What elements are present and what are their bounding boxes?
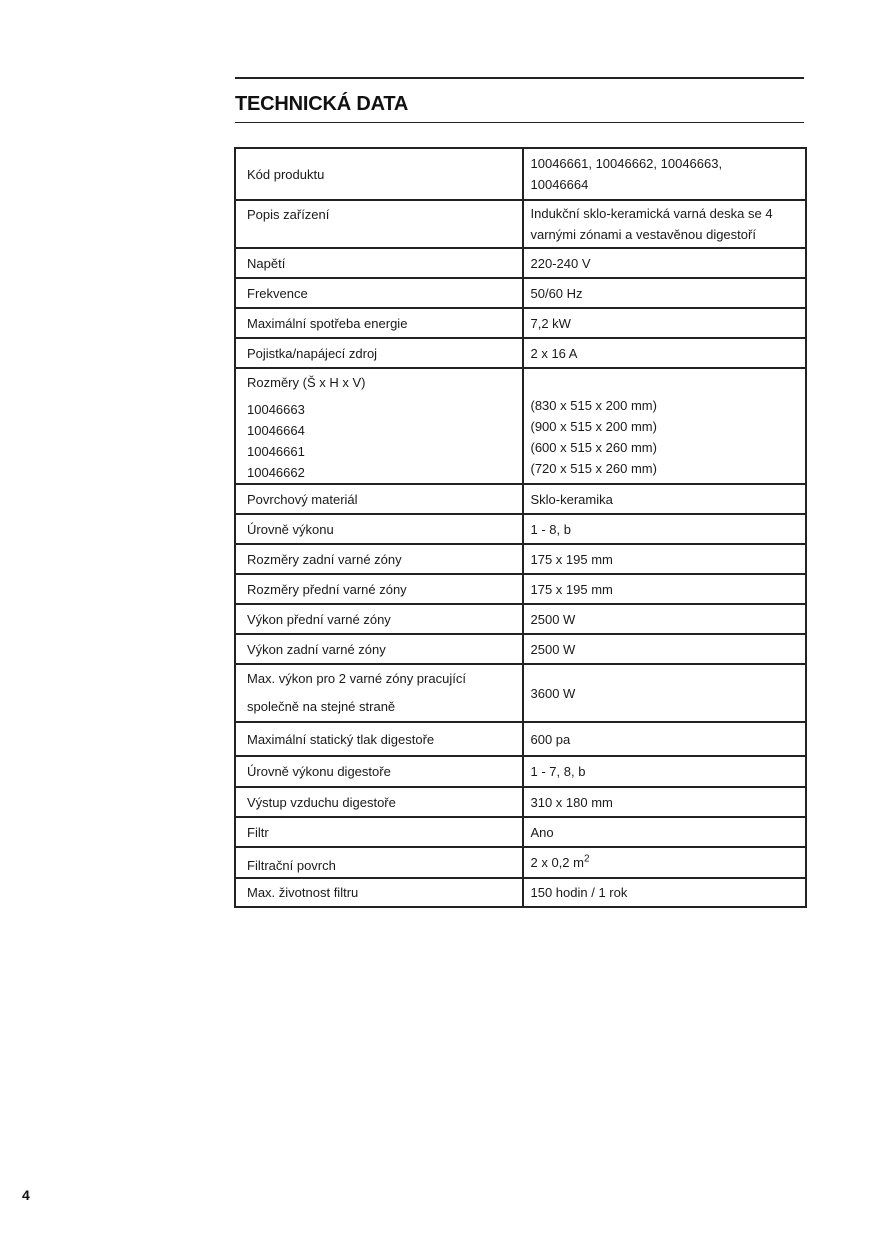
row-value: Ano (523, 817, 807, 847)
row-value: 175 x 195 mm (523, 544, 807, 574)
row-value-line: 10046661, 10046662, 10046663, (530, 156, 723, 171)
row-label: Úrovně výkonu digestoře (235, 756, 523, 787)
table-row (235, 338, 806, 368)
row-value (523, 847, 807, 878)
top-rule (235, 77, 804, 79)
model-number: 10046661 (247, 444, 305, 459)
table-row (235, 308, 806, 338)
model-number: 10046663 (247, 402, 305, 417)
dimensions-label: Rozměry (Š x H x V) (247, 375, 366, 390)
table-row (235, 484, 806, 514)
row-label (235, 368, 523, 484)
row-value: 150 hodin / 1 rok (523, 878, 807, 907)
row-label: Frekvence (235, 278, 523, 308)
row-value: 50/60 Hz (523, 278, 807, 308)
table-row (235, 248, 806, 278)
row-value: 220-240 V (523, 248, 807, 278)
row-label: Pojistka/napájecí zdroj (235, 338, 523, 368)
dimension-value: (830 x 515 x 200 mm) (530, 398, 657, 413)
row-value: Sklo-keramika (523, 484, 807, 514)
row-value: 7,2 kW (523, 308, 807, 338)
row-label: Filtr (235, 817, 523, 847)
model-number: 10046662 (247, 465, 305, 480)
table-row (235, 148, 806, 200)
row-label: Rozměry zadní varné zóny (235, 544, 523, 574)
row-label-line: společně na stejné straně (247, 699, 396, 714)
table-row (235, 787, 806, 817)
row-value: 175 x 195 mm (523, 574, 807, 604)
row-label: Výstup vzduchu digestoře (235, 787, 523, 817)
table-row (235, 722, 806, 756)
table-row (235, 368, 806, 484)
table-row (235, 200, 806, 248)
row-value-line: varnými zónami a vestavěnou digestoří (530, 227, 756, 242)
row-value-line: Indukční sklo-keramická varná deska se 4 (530, 206, 773, 221)
row-value: 2500 W (523, 604, 807, 634)
row-value (523, 200, 807, 248)
row-label: Max. životnost filtru (235, 878, 523, 907)
table-row (235, 574, 806, 604)
dimension-value: (720 x 515 x 260 mm) (530, 461, 657, 476)
row-label: Výkon zadní varné zóny (235, 634, 523, 664)
row-label-line: Max. výkon pro 2 varné zóny pracující (247, 671, 466, 686)
row-value: 2 x 16 A (523, 338, 807, 368)
row-value: 2500 W (523, 634, 807, 664)
model-number: 10046664 (247, 423, 305, 438)
table-row (235, 634, 806, 664)
row-label: Kód produktu (235, 148, 523, 200)
dimension-value: (900 x 515 x 200 mm) (530, 419, 657, 434)
row-label: Úrovně výkonu (235, 514, 523, 544)
row-label: Napětí (235, 248, 523, 278)
row-value: 310 x 180 mm (523, 787, 807, 817)
table-row (235, 664, 806, 722)
row-label: Maximální statický tlak digestoře (235, 722, 523, 756)
table-row (235, 817, 806, 847)
row-label: Filtrační povrch (235, 847, 523, 878)
row-value (523, 368, 807, 484)
table-row (235, 604, 806, 634)
table-row (235, 878, 806, 907)
row-label: Výkon přední varné zóny (235, 604, 523, 634)
row-value-line: 10046664 (530, 177, 589, 192)
row-value (523, 148, 807, 200)
row-label: Maximální spotřeba energie (235, 308, 523, 338)
row-value: 1 - 8, b (523, 514, 807, 544)
row-label: Povrchový materiál (235, 484, 523, 514)
page-number: 4 (22, 1187, 30, 1203)
technical-data-table (234, 147, 807, 908)
table-row (235, 756, 806, 787)
row-label: Rozměry přední varné zóny (235, 574, 523, 604)
page-title: TECHNICKÁ DATA (235, 93, 409, 115)
dimension-value: (600 x 515 x 260 mm) (530, 440, 657, 455)
row-label: Popis zařízení (235, 200, 523, 248)
filter-area-value: 2 x 0,2 m (530, 855, 584, 870)
row-value: 1 - 7, 8, b (523, 756, 807, 787)
row-value: 3600 W (523, 664, 807, 722)
table-row (235, 278, 806, 308)
row-value: 600 pa (523, 722, 807, 756)
table-row (235, 544, 806, 574)
title-underline (235, 122, 804, 123)
table-row (235, 514, 806, 544)
superscript-2: 2 (583, 853, 590, 865)
row-label (235, 664, 523, 722)
table-row (235, 847, 806, 878)
